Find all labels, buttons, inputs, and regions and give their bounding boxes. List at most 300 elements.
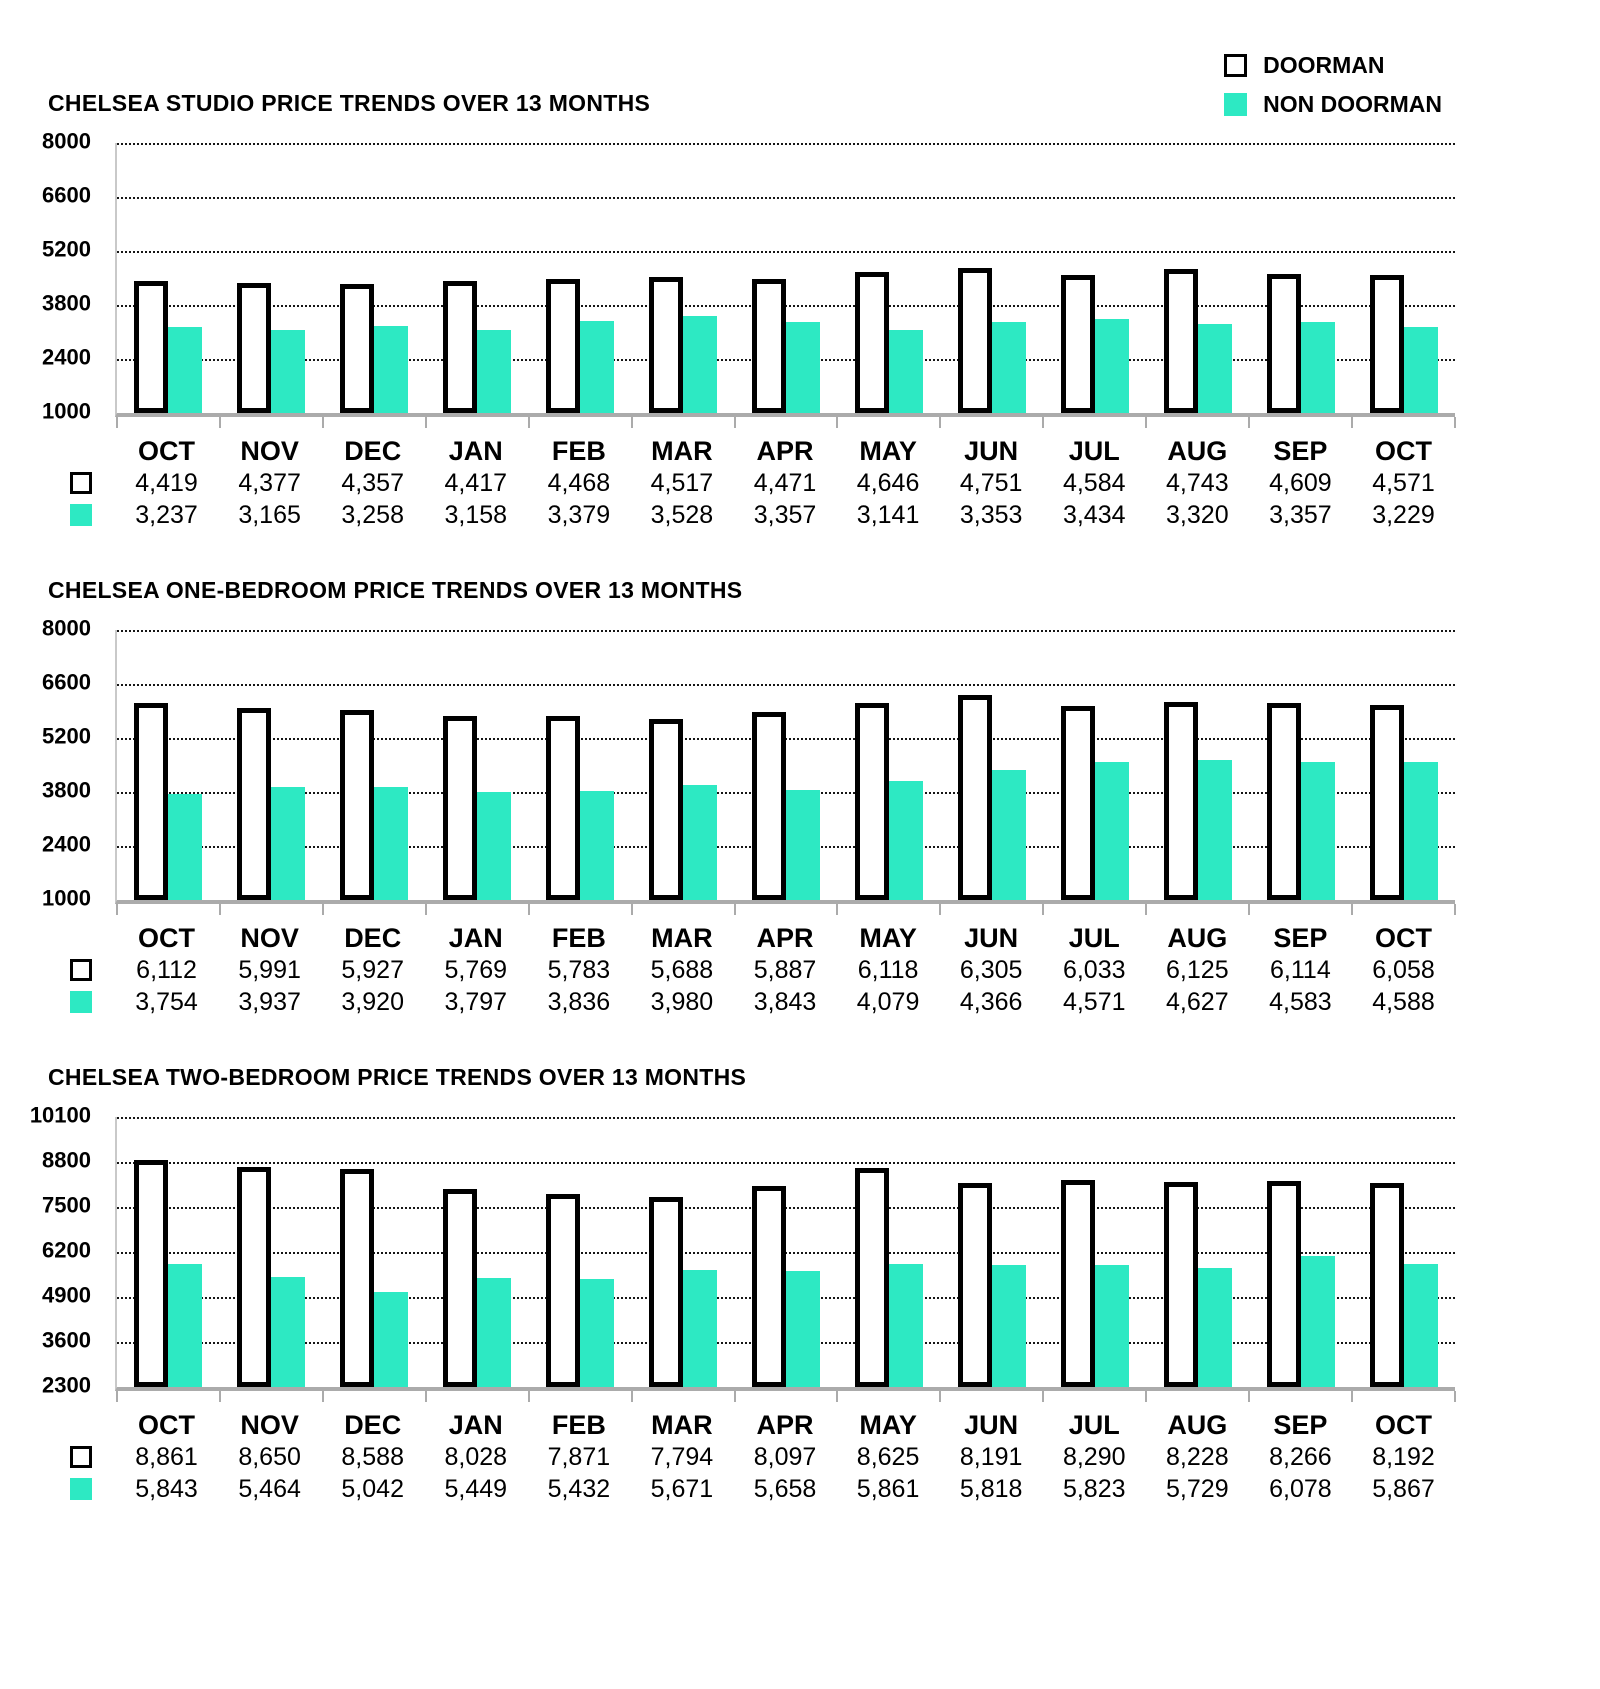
axis-tick bbox=[1351, 1391, 1353, 1402]
plot-row bbox=[0, 128, 1600, 424]
doorman-bar bbox=[855, 703, 889, 900]
axis-tick bbox=[939, 904, 941, 915]
month-label-row bbox=[0, 435, 1455, 467]
doorman-bar bbox=[752, 1186, 786, 1387]
chart-body-studio bbox=[0, 128, 1600, 531]
row-gutter bbox=[0, 499, 115, 531]
non-doorman-bar bbox=[889, 330, 923, 413]
bar-group bbox=[735, 712, 838, 900]
axis-tick bbox=[734, 1391, 736, 1402]
chart-one-bedroom bbox=[0, 577, 1600, 1018]
non-doorman-value: 3,434 bbox=[1062, 501, 1126, 529]
axis-tick bbox=[219, 417, 221, 428]
month-label: MAY bbox=[859, 1410, 917, 1440]
doorman-bar bbox=[340, 710, 374, 900]
plot-area bbox=[115, 143, 1455, 417]
chart-body-two-bedroom bbox=[0, 1102, 1600, 1505]
row-gutter bbox=[0, 1409, 115, 1441]
month-label: OCT bbox=[1374, 436, 1432, 466]
month-label: FEB bbox=[551, 923, 606, 953]
doorman-key-icon bbox=[70, 472, 92, 494]
doorman-value: 5,769 bbox=[444, 956, 508, 984]
non-doorman-bar bbox=[1095, 762, 1129, 900]
non-doorman-bar bbox=[1404, 327, 1438, 413]
non-doorman-bar bbox=[683, 316, 717, 414]
month-label: JUL bbox=[1068, 923, 1120, 953]
doorman-bar bbox=[855, 1168, 889, 1387]
bar-group bbox=[220, 1167, 323, 1387]
axis-tick bbox=[1351, 904, 1353, 915]
doorman-bar bbox=[1267, 1181, 1301, 1388]
doorman-key-icon bbox=[70, 1446, 92, 1468]
y-tick-label: 5200 bbox=[42, 236, 91, 262]
doorman-value: 7,871 bbox=[547, 1443, 611, 1471]
month-label: OCT bbox=[1374, 1410, 1432, 1440]
non-doorman-value: 3,754 bbox=[135, 988, 198, 1016]
bar-group bbox=[1043, 275, 1146, 413]
axis-tick bbox=[1351, 417, 1353, 428]
doorman-bar bbox=[752, 712, 786, 900]
non-doorman-key-icon bbox=[70, 1478, 92, 1500]
non-doorman-value: 3,836 bbox=[547, 988, 611, 1016]
month-label: FEB bbox=[551, 436, 606, 466]
doorman-value: 5,887 bbox=[753, 956, 817, 984]
axis-tick bbox=[1145, 1391, 1147, 1402]
non-doorman-value: 3,353 bbox=[959, 501, 1023, 529]
doorman-bar bbox=[958, 1183, 992, 1387]
y-tick-label: 2400 bbox=[42, 831, 91, 857]
doorman-bar bbox=[546, 279, 580, 413]
chart-title-studio: CHELSEA STUDIO PRICE TRENDS OVER 13 MONTHS bbox=[48, 90, 651, 116]
non-doorman-bar bbox=[168, 1264, 202, 1387]
doorman-value: 8,228 bbox=[1166, 1443, 1229, 1471]
non-doorman-value: 3,797 bbox=[444, 988, 508, 1016]
legend-item-doorman bbox=[1224, 52, 1442, 79]
axis-tick bbox=[734, 417, 736, 428]
chart-title-two-bedroom: CHELSEA TWO-BEDROOM PRICE TRENDS OVER 13 MONTHS bbox=[48, 1064, 747, 1090]
bar-group bbox=[1146, 1182, 1249, 1387]
doorman-bar bbox=[1061, 1180, 1095, 1387]
doorman-value: 6,033 bbox=[1062, 956, 1126, 984]
doorman-bar bbox=[546, 716, 580, 900]
doorman-bar bbox=[443, 281, 477, 413]
month-label: DEC bbox=[344, 436, 402, 466]
y-tick-label: 1000 bbox=[42, 885, 91, 911]
doorman-bar bbox=[649, 277, 683, 413]
doorman-value: 6,114 bbox=[1270, 956, 1331, 984]
non-doorman-value: 5,671 bbox=[650, 1475, 714, 1503]
axis-tick bbox=[836, 1391, 838, 1402]
non-doorman-value: 6,078 bbox=[1269, 1475, 1332, 1503]
month-label: DEC bbox=[344, 1410, 402, 1440]
plot-row bbox=[0, 1102, 1600, 1398]
month-label: NOV bbox=[240, 436, 299, 466]
doorman-bar bbox=[340, 1169, 374, 1387]
axis-tick bbox=[322, 904, 324, 915]
non-doorman-bar bbox=[992, 1265, 1026, 1387]
doorman-value: 7,794 bbox=[650, 1443, 714, 1471]
non-doorman-bar bbox=[580, 1279, 614, 1387]
non-doorman-value: 4,366 bbox=[959, 988, 1023, 1016]
bar-group bbox=[1146, 269, 1249, 413]
doorman-value: 6,118 bbox=[857, 956, 919, 984]
non-doorman-bar bbox=[786, 1271, 820, 1387]
doorman-bar bbox=[134, 703, 168, 900]
bar-group bbox=[117, 1160, 220, 1387]
non-doorman-bar bbox=[1301, 1256, 1335, 1387]
axis-tick bbox=[734, 904, 736, 915]
axis-tick bbox=[1248, 1391, 1250, 1402]
doorman-value-row bbox=[0, 954, 1455, 986]
bar-group bbox=[837, 272, 940, 413]
y-tick-label: 8000 bbox=[42, 615, 91, 641]
axis-tick bbox=[425, 417, 427, 428]
bar-group bbox=[323, 1169, 426, 1387]
month-label-row bbox=[0, 1409, 1455, 1441]
non-doorman-bar bbox=[477, 330, 511, 413]
y-tick-label: 6600 bbox=[42, 669, 91, 695]
axis-tick bbox=[1042, 1391, 1044, 1402]
y-tick-label: 5200 bbox=[42, 723, 91, 749]
bar-group bbox=[1249, 703, 1352, 900]
non-doorman-bar bbox=[374, 1292, 408, 1387]
non-doorman-bar bbox=[374, 326, 408, 413]
non-doorman-value: 3,528 bbox=[650, 501, 714, 529]
axis-tick bbox=[631, 904, 633, 915]
doorman-bar bbox=[1370, 1183, 1404, 1387]
non-doorman-value: 5,823 bbox=[1062, 1475, 1126, 1503]
chart-two-bedroom bbox=[0, 1064, 1600, 1505]
bar-group bbox=[1352, 1183, 1455, 1387]
doorman-bar bbox=[1370, 275, 1404, 413]
chart-studio bbox=[0, 90, 1600, 531]
axis-tick bbox=[219, 1391, 221, 1402]
axis-tick bbox=[1145, 417, 1147, 428]
doorman-value: 4,471 bbox=[753, 469, 817, 497]
axis-tick bbox=[219, 904, 221, 915]
doorman-value: 8,191 bbox=[959, 1443, 1023, 1471]
doorman-value: 6,305 bbox=[959, 956, 1023, 984]
non-doorman-bar bbox=[580, 791, 614, 900]
month-label: JUL bbox=[1068, 1410, 1120, 1440]
doorman-bar bbox=[237, 1167, 271, 1387]
bar-group bbox=[1146, 702, 1249, 900]
bar-group bbox=[426, 1189, 529, 1387]
non-doorman-value: 3,229 bbox=[1372, 501, 1435, 529]
month-label: APR bbox=[756, 436, 814, 466]
axis-tick bbox=[1454, 417, 1456, 428]
plot-area bbox=[115, 630, 1455, 904]
bar-group bbox=[837, 1168, 940, 1387]
doorman-value: 8,028 bbox=[444, 1443, 508, 1471]
doorman-value: 8,097 bbox=[753, 1443, 817, 1471]
month-label: OCT bbox=[1374, 923, 1432, 953]
axis-tick bbox=[631, 1391, 633, 1402]
axis-tick bbox=[1454, 1391, 1456, 1402]
non-doorman-bar bbox=[1095, 319, 1129, 413]
y-tick-label: 6200 bbox=[42, 1237, 91, 1263]
doorman-value-row bbox=[0, 1441, 1455, 1473]
non-doorman-bar bbox=[168, 794, 202, 900]
doorman-swatch-icon bbox=[1224, 54, 1247, 77]
bar-group bbox=[1249, 1181, 1352, 1388]
y-tick-label: 3800 bbox=[42, 290, 91, 316]
bar-group bbox=[940, 268, 1043, 413]
bar-group bbox=[1043, 1180, 1146, 1387]
doorman-value: 8,650 bbox=[238, 1443, 301, 1471]
bar-group bbox=[632, 1197, 735, 1387]
non-doorman-bar bbox=[889, 1264, 923, 1387]
doorman-bar bbox=[1061, 275, 1095, 413]
non-doorman-value: 4,583 bbox=[1269, 988, 1332, 1016]
non-doorman-bar bbox=[271, 1277, 305, 1387]
month-label: NOV bbox=[240, 923, 299, 953]
non-doorman-value: 5,729 bbox=[1166, 1475, 1229, 1503]
doorman-bar bbox=[855, 272, 889, 413]
bar-group bbox=[735, 1186, 838, 1387]
month-label: JAN bbox=[448, 1410, 503, 1440]
doorman-value: 4,609 bbox=[1269, 469, 1332, 497]
y-tick-label: 1000 bbox=[42, 398, 91, 424]
doorman-value: 6,112 bbox=[136, 956, 197, 984]
axis-tick bbox=[322, 1391, 324, 1402]
month-label: JUL bbox=[1068, 436, 1120, 466]
doorman-value: 5,927 bbox=[341, 956, 404, 984]
bar-group bbox=[837, 703, 940, 900]
bar-group bbox=[1352, 705, 1455, 900]
month-label: OCT bbox=[138, 1410, 196, 1440]
doorman-value: 4,468 bbox=[547, 469, 611, 497]
doorman-bar bbox=[1164, 269, 1198, 413]
doorman-bar bbox=[958, 695, 992, 900]
bar-group bbox=[940, 1183, 1043, 1387]
month-label: JUN bbox=[964, 1410, 1019, 1440]
row-gutter bbox=[0, 922, 115, 954]
non-doorman-value: 4,588 bbox=[1372, 988, 1435, 1016]
non-doorman-swatch-icon bbox=[1224, 93, 1247, 116]
doorman-bar bbox=[1267, 703, 1301, 900]
non-doorman-bar bbox=[477, 1278, 511, 1387]
legend-label-non-doorman: NON DOORMAN bbox=[1263, 91, 1442, 117]
doorman-bar bbox=[546, 1194, 580, 1387]
non-doorman-value: 3,165 bbox=[238, 501, 301, 529]
doorman-bar bbox=[134, 1160, 168, 1387]
axis-tick bbox=[631, 417, 633, 428]
doorman-value: 4,357 bbox=[341, 469, 404, 497]
doorman-value: 4,571 bbox=[1372, 469, 1435, 497]
doorman-bar bbox=[443, 716, 477, 900]
doorman-bar bbox=[1061, 706, 1095, 900]
month-label: APR bbox=[756, 1410, 814, 1440]
non-doorman-value: 5,464 bbox=[238, 1475, 301, 1503]
doorman-bar bbox=[1267, 274, 1301, 413]
non-doorman-value-row bbox=[0, 986, 1455, 1018]
doorman-value: 6,058 bbox=[1372, 956, 1435, 984]
axis-tick bbox=[836, 904, 838, 915]
doorman-value: 8,266 bbox=[1269, 1443, 1332, 1471]
month-label: JAN bbox=[448, 923, 503, 953]
bar-group bbox=[529, 1194, 632, 1387]
chart-title-one-bedroom: CHELSEA ONE-BEDROOM PRICE TRENDS OVER 13 MONTHS bbox=[48, 577, 743, 603]
non-doorman-bar bbox=[1404, 762, 1438, 900]
non-doorman-bar bbox=[992, 770, 1026, 900]
month-label: DEC bbox=[344, 923, 402, 953]
non-doorman-bar bbox=[992, 322, 1026, 413]
doorman-bar bbox=[237, 283, 271, 413]
doorman-value: 8,290 bbox=[1062, 1443, 1126, 1471]
non-doorman-value: 3,980 bbox=[650, 988, 714, 1016]
non-doorman-value: 3,141 bbox=[856, 501, 920, 529]
doorman-bar bbox=[1164, 1182, 1198, 1387]
axis-tick bbox=[1042, 904, 1044, 915]
axis-tick bbox=[939, 1391, 941, 1402]
bar-group bbox=[117, 281, 220, 413]
non-doorman-bar bbox=[1404, 1264, 1438, 1387]
axis-tick bbox=[836, 417, 838, 428]
y-tick-label: 8800 bbox=[42, 1147, 91, 1173]
non-doorman-value: 5,861 bbox=[856, 1475, 920, 1503]
bar-groups bbox=[117, 630, 1455, 900]
axis-tick bbox=[322, 417, 324, 428]
non-doorman-value-row bbox=[0, 1473, 1455, 1505]
non-doorman-bar bbox=[1301, 762, 1335, 900]
doorman-value: 6,125 bbox=[1166, 956, 1229, 984]
doorman-value: 8,192 bbox=[1372, 1443, 1435, 1471]
y-tick-label: 3600 bbox=[42, 1327, 91, 1353]
non-doorman-value: 5,432 bbox=[547, 1475, 611, 1503]
axis-tick bbox=[1248, 904, 1250, 915]
non-doorman-bar bbox=[786, 322, 820, 413]
y-tick-label: 3800 bbox=[42, 777, 91, 803]
doorman-bar bbox=[443, 1189, 477, 1387]
month-label: JUN bbox=[964, 923, 1019, 953]
axis-tick bbox=[116, 417, 118, 428]
month-label: MAY bbox=[859, 436, 917, 466]
plot-area bbox=[115, 1117, 1455, 1391]
doorman-value: 5,688 bbox=[650, 956, 714, 984]
y-tick-label: 4900 bbox=[42, 1282, 91, 1308]
bar-group bbox=[220, 283, 323, 413]
non-doorman-bar bbox=[1301, 322, 1335, 413]
month-label: AUG bbox=[1167, 436, 1228, 466]
month-label: NOV bbox=[240, 1410, 299, 1440]
doorman-value: 4,417 bbox=[444, 469, 508, 497]
month-label: AUG bbox=[1167, 1410, 1228, 1440]
bar-group bbox=[529, 716, 632, 900]
y-tick-label: 6600 bbox=[42, 182, 91, 208]
non-doorman-value: 3,937 bbox=[238, 988, 301, 1016]
row-gutter bbox=[0, 1473, 115, 1505]
non-doorman-bar bbox=[1198, 1268, 1232, 1387]
axis-tick bbox=[1042, 417, 1044, 428]
bar-groups bbox=[117, 143, 1455, 413]
axis-tick bbox=[528, 1391, 530, 1402]
month-label: SEP bbox=[1273, 1410, 1328, 1440]
non-doorman-value: 4,079 bbox=[856, 988, 920, 1016]
axis-tick bbox=[1454, 904, 1456, 915]
doorman-bar bbox=[958, 268, 992, 413]
legend-item-non-doorman bbox=[1224, 91, 1442, 118]
doorman-bar bbox=[340, 284, 374, 413]
chart-body-one-bedroom bbox=[0, 615, 1600, 1018]
month-label: MAR bbox=[651, 1410, 713, 1440]
axis-tick bbox=[528, 417, 530, 428]
doorman-value: 8,625 bbox=[856, 1443, 920, 1471]
row-gutter bbox=[0, 986, 115, 1018]
row-gutter bbox=[0, 1441, 115, 1473]
y-tick-label: 8000 bbox=[42, 128, 91, 154]
row-gutter bbox=[0, 467, 115, 499]
month-label: MAY bbox=[859, 923, 917, 953]
doorman-value: 4,646 bbox=[856, 469, 920, 497]
bar-group bbox=[632, 719, 735, 900]
doorman-value: 8,861 bbox=[135, 1443, 198, 1471]
bar-group bbox=[529, 279, 632, 413]
month-label: MAR bbox=[651, 436, 713, 466]
non-doorman-value-row bbox=[0, 499, 1455, 531]
non-doorman-value: 3,379 bbox=[547, 501, 611, 529]
doorman-bar bbox=[649, 719, 683, 900]
non-doorman-bar bbox=[1198, 760, 1232, 900]
y-tick-label: 7500 bbox=[42, 1192, 91, 1218]
plot-row bbox=[0, 615, 1600, 911]
bar-groups bbox=[117, 1117, 1455, 1387]
doorman-bar bbox=[237, 708, 271, 901]
non-doorman-bar bbox=[374, 787, 408, 900]
row-gutter bbox=[0, 435, 115, 467]
non-doorman-bar bbox=[271, 787, 305, 900]
month-label: SEP bbox=[1273, 923, 1328, 953]
doorman-value: 4,751 bbox=[959, 469, 1023, 497]
doorman-value: 5,991 bbox=[238, 956, 301, 984]
doorman-value: 4,743 bbox=[1166, 469, 1229, 497]
non-doorman-value: 5,658 bbox=[753, 1475, 817, 1503]
y-tick-label: 2300 bbox=[42, 1372, 91, 1398]
non-doorman-value: 3,843 bbox=[753, 988, 817, 1016]
axis-tick bbox=[116, 904, 118, 915]
non-doorman-value: 3,320 bbox=[1166, 501, 1229, 529]
bar-group bbox=[940, 695, 1043, 900]
axis-tick bbox=[528, 904, 530, 915]
non-doorman-value: 4,627 bbox=[1166, 988, 1229, 1016]
non-doorman-bar bbox=[168, 327, 202, 413]
doorman-value-row bbox=[0, 467, 1455, 499]
doorman-bar bbox=[752, 279, 786, 413]
month-label: JUN bbox=[964, 436, 1019, 466]
non-doorman-value: 4,571 bbox=[1062, 988, 1126, 1016]
bar-group bbox=[735, 279, 838, 413]
month-label: MAR bbox=[651, 923, 713, 953]
doorman-value: 5,783 bbox=[547, 956, 611, 984]
non-doorman-value: 5,818 bbox=[959, 1475, 1023, 1503]
non-doorman-value: 5,843 bbox=[135, 1475, 198, 1503]
non-doorman-bar bbox=[1095, 1265, 1129, 1387]
non-doorman-value: 5,042 bbox=[341, 1475, 404, 1503]
non-doorman-key-icon bbox=[70, 991, 92, 1013]
y-axis bbox=[0, 128, 115, 424]
axis-tick bbox=[116, 1391, 118, 1402]
non-doorman-value: 5,867 bbox=[1372, 1475, 1435, 1503]
non-doorman-value: 3,237 bbox=[135, 501, 198, 529]
doorman-key-icon bbox=[70, 959, 92, 981]
bar-group bbox=[323, 284, 426, 413]
row-gutter bbox=[0, 954, 115, 986]
non-doorman-value: 5,449 bbox=[444, 1475, 508, 1503]
axis-tick bbox=[1248, 417, 1250, 428]
month-label: APR bbox=[756, 923, 814, 953]
axis-tick bbox=[425, 1391, 427, 1402]
y-tick-label: 10100 bbox=[29, 1102, 91, 1128]
